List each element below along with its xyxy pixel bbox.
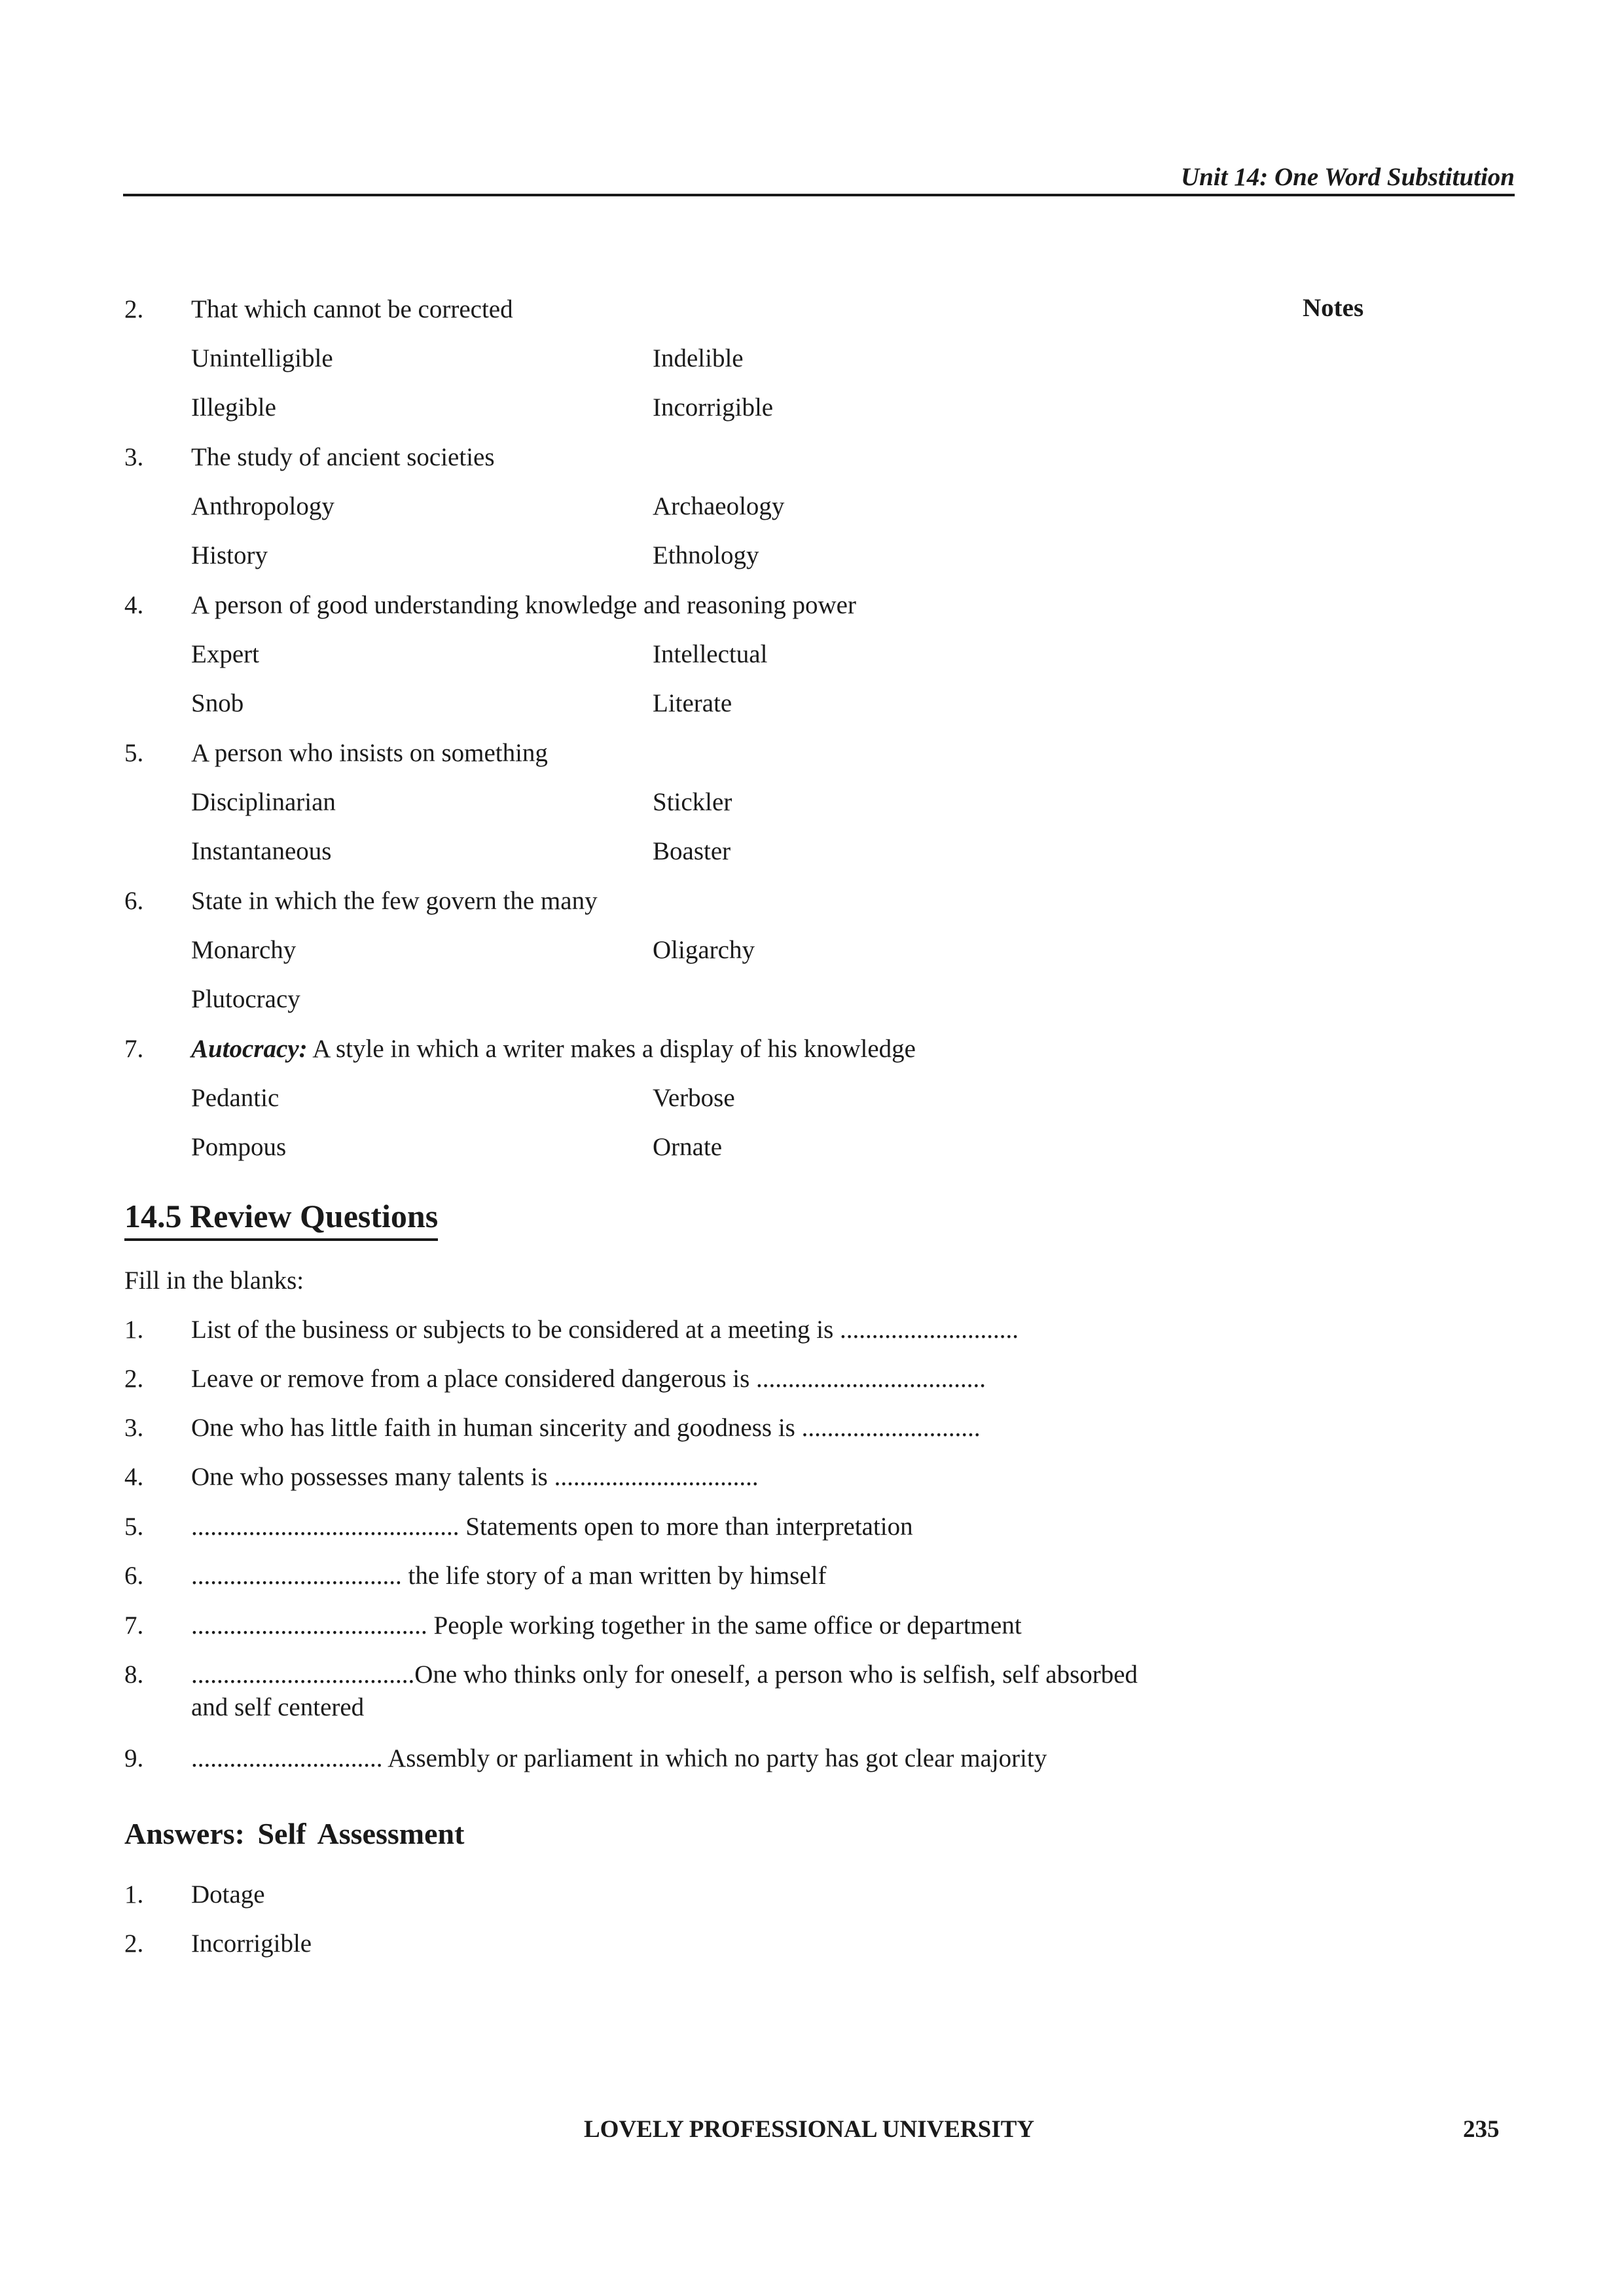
mcq-option: Archaeology [653,492,785,520]
mcq-option: Plutocracy [191,985,300,1013]
mcq-option: Instantaneous [191,837,332,865]
mcq-option: Stickler [653,788,732,816]
mcq-question-text: A style in which a writer makes a display of his knowledge [307,1035,916,1063]
mcq-question: A person who insists on something [191,739,548,767]
mcq-option: Snob [191,689,244,717]
review-text: Leave or remove from a place considered dangerous is .................................... [191,1365,986,1393]
mcq-option: Literate [653,689,732,717]
review-text: .............................. Assembly or parliament in which no party has got clear majority [191,1744,1047,1772]
mcq-option: Intellectual [653,640,768,668]
mcq-option: Disciplinarian [191,788,336,816]
section-heading-answers: Answers: Self Assessment [124,1817,465,1850]
mcq-question [191,1034,916,1064]
review-number: 6. [124,1562,144,1590]
footer-university: LOVELY PROFESSIONAL UNIVERSITY [584,2116,1035,2143]
mcq-option: Incorrigible [653,393,774,422]
mcq-number: 6. [124,887,144,915]
mcq-number: 2. [124,295,144,323]
mcq-option: Pompous [191,1133,287,1161]
review-text: ..................................... People working together in the same office or department [191,1611,1022,1640]
answer-number: 1. [124,1880,144,1909]
mcq-question-term: Autocracy: [191,1035,308,1063]
page-number: 235 [1463,2116,1500,2143]
mcq-option: Verbose [653,1084,735,1112]
answer-number: 2. [124,1929,144,1958]
mcq-question: The study of ancient societies [191,443,495,471]
mcq-question: A person of good understanding knowledge and reasoning power [191,591,856,619]
review-number: 8. [124,1660,144,1689]
review-text: ................................. the life story of a man written by himself [191,1562,827,1590]
review-number: 5. [124,1513,144,1541]
mcq-option: Ornate [653,1133,723,1161]
review-number: 2. [124,1365,144,1393]
review-number: 9. [124,1744,144,1772]
review-number: 1. [124,1316,144,1344]
review-text: and self centered [191,1693,365,1721]
mcq-number: 5. [124,739,144,767]
mcq-option: History [191,541,268,569]
notes-margin-label: Notes [1303,294,1364,322]
mcq-number: 7. [124,1035,144,1063]
review-text: One who has little faith in human sincerity and goodness is ............................ [191,1414,981,1442]
answer-text: Dotage [191,1880,265,1909]
mcq-question: That which cannot be corrected [191,295,513,323]
mcq-option: Boaster [653,837,731,865]
section-heading-review-questions: 14.5 Review Questions [124,1198,438,1241]
mcq-option: Unintelligible [191,344,333,372]
review-number: 3. [124,1414,144,1442]
mcq-option: Expert [191,640,259,668]
review-number: 4. [124,1463,144,1491]
review-intro: Fill in the blanks: [124,1266,304,1295]
running-header-title: Unit 14: One Word Substitution [1180,163,1515,191]
review-text: List of the business or subjects to be considered at a meeting is ............................ [191,1316,1019,1344]
review-text: ...................................One who thinks only for oneself, a person who is selfish, self absorbed [191,1660,1138,1689]
review-text: One who possesses many talents is ................................ [191,1463,759,1491]
mcq-option: Ethnology [653,541,759,569]
mcq-option: Anthropology [191,492,334,520]
review-number: 7. [124,1611,144,1640]
mcq-question: State in which the few govern the many [191,887,598,915]
mcq-option: Monarchy [191,936,297,964]
mcq-option: Oligarchy [653,936,755,964]
mcq-option: Pedantic [191,1084,280,1112]
answer-text: Incorrigible [191,1929,312,1958]
mcq-number: 3. [124,443,144,471]
mcq-option: Indelible [653,344,744,372]
review-text: .......................................... Statements open to more than interpretation [191,1513,913,1541]
mcq-option: Illegible [191,393,276,422]
mcq-number: 4. [124,591,144,619]
header-rule [123,194,1515,196]
